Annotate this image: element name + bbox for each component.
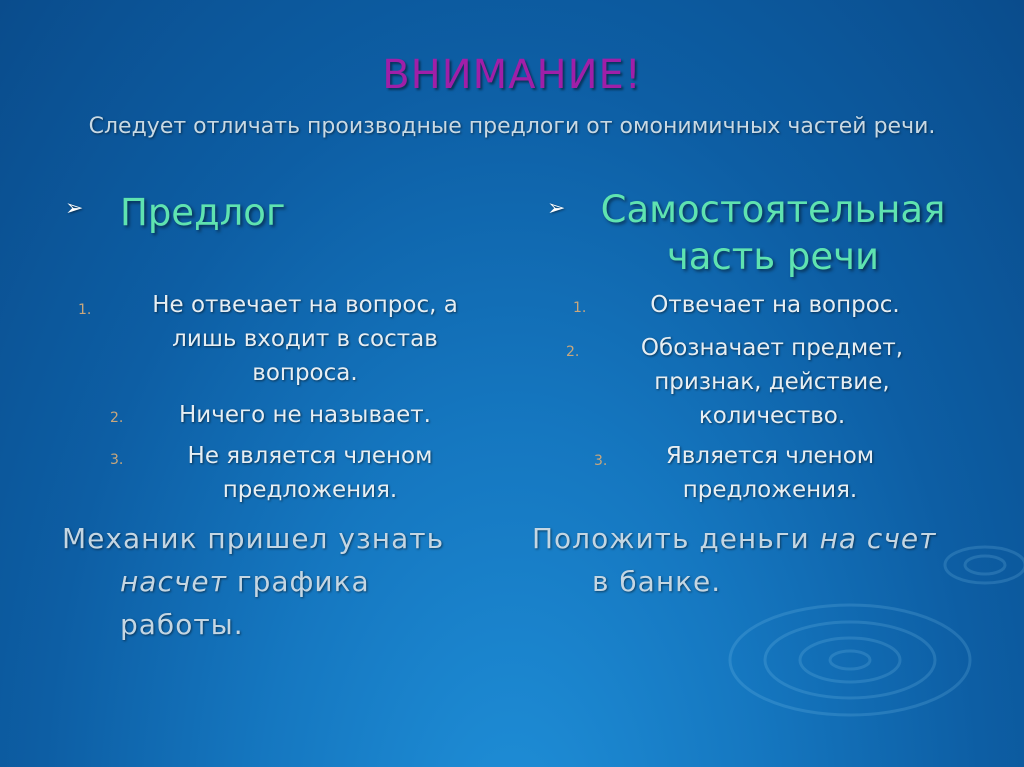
slide-subtitle: Следует отличать производные предлоги от омонимичных частей речи. <box>88 114 936 139</box>
right-item: Обозначает предмет, признак, действие, количество. <box>640 335 904 429</box>
right-example-start: Положить деньги <box>532 522 820 555</box>
left-item: Не является членом предложения. <box>187 443 433 503</box>
right-item: Является членом предложения. <box>665 443 875 503</box>
left-item-number: 1. <box>78 302 92 318</box>
left-item-number: 3. <box>110 452 124 468</box>
left-item: Не отвечает на вопрос, а лишь входит в состав вопроса. <box>152 292 458 386</box>
left-example-italic: насчет <box>120 565 227 598</box>
right-heading-line: часть речи <box>666 235 880 278</box>
right-item-number: 3. <box>594 453 608 469</box>
right-example-italic: на счет <box>819 522 937 555</box>
right-example-line <box>532 517 936 560</box>
right-item-number: 1. <box>573 300 587 316</box>
right-item: Отвечает на вопрос. <box>650 292 900 318</box>
right-example-line: в банке. <box>592 565 722 598</box>
left-example-line <box>120 560 370 603</box>
left-heading: Предлог <box>120 191 286 234</box>
chevron-right-icon: ➢ <box>547 196 566 221</box>
right-heading-line: Самостоятельная <box>600 188 946 231</box>
left-example-line: работы. <box>120 608 244 641</box>
left-example-rest: графика <box>226 565 370 598</box>
right-heading <box>590 186 956 280</box>
right-item-number: 2. <box>566 344 580 360</box>
left-item: Ничего не называет. <box>179 402 431 428</box>
slide-title: ВНИМАНИЕ! <box>382 52 642 98</box>
chevron-right-icon: ➢ <box>65 196 84 221</box>
left-item-number: 2. <box>110 410 124 426</box>
left-example-line: Механик пришел узнать <box>62 522 445 555</box>
